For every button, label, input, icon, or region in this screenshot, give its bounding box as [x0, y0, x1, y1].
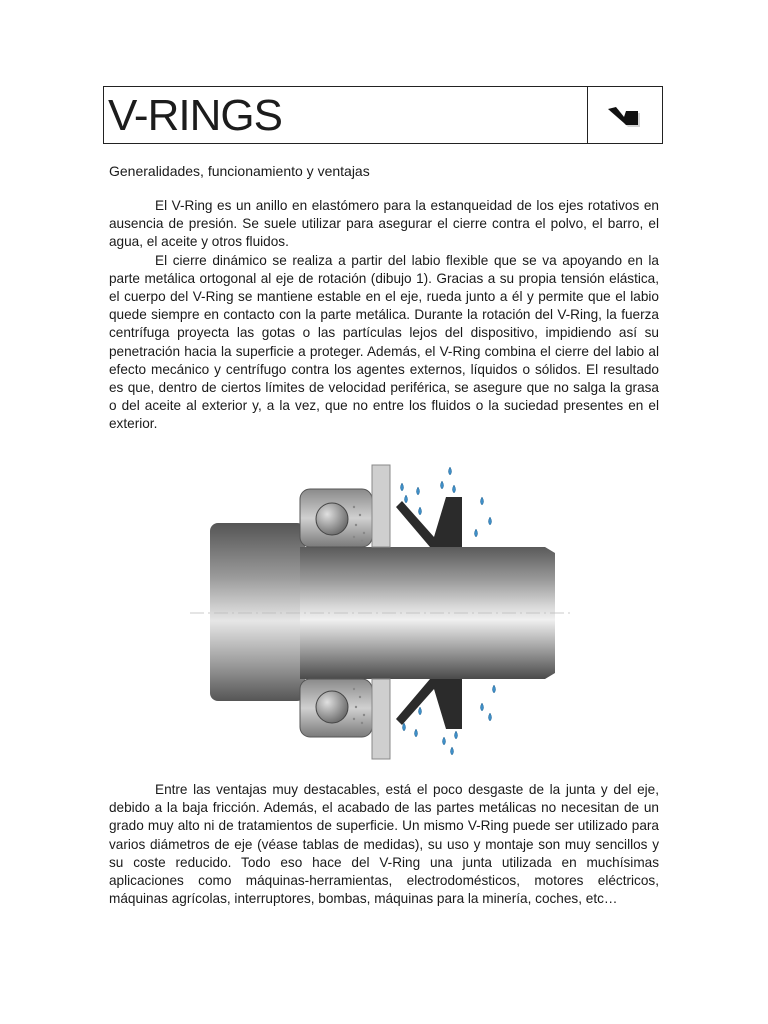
paragraph-3: Entre las ventajas muy destacables, está el poco desgaste de la junta y del eje, debido a la baja fricción. Además, el acabado de las partes metálicas no necesitan de un grado muy alto ni de tratamientos de superficie. Un mismo V-Ring puede ser utilizado para varios diámetros de eje (véase tablas de medidas), su uso y montaje son muy sencillos y su coste reducido. Todo eso hace del V-Ring una junta utilizada en muchísimas aplicaciones como máquinas-herramientas, electrodomésticos, motores eléctricos, máquinas agrícolas, interruptores, bombas, máquinas para la minería, coches, etc… [109, 782, 659, 907]
counterface-bottom [372, 679, 390, 759]
header-divider [587, 87, 588, 143]
section-subtitle: Generalidades, funcionamiento y ventajas [109, 163, 370, 179]
v-ring-cross-section-diagram [150, 457, 570, 767]
advantages-text [109, 781, 659, 908]
title-box [103, 86, 663, 144]
intro-text [109, 197, 659, 434]
paragraph-1: El V-Ring es un anillo en elastómero para la estanqueidad de los ejes rotativos en ausencia de presión. Se suele utilizar para asegurar el cierre contra el polvo, el barro, el agua, el aceite y otros fluidos. [109, 198, 659, 250]
paragraph-2: El cierre dinámico se realiza a partir del labio flexible que se va apoyando en la parte metálica ortogonal al eje de rotación (dibujo 1). Gracias a su propia tensión elástica, el cuerpo del V-Ring se mantiene estable en el eje, rueda junto a él y permite que el labio quede siempre en contacto con la parte metálica. Durante la rotación del V-Ring, la fuerza centrífuga proyecta las gotas o las partículas lejos del dispositivo, impidiendo así su penetración hacia la superficie a proteger. Además, el V-Ring combina el cierre del labio al efecto mecánico y centrífugo contra los agentes externos, líquidos o sólidos. El resultado es que, dentro de ciertos límites de velocidad periférica, se asegure que no salga la grasa o del aceite al exterior y, a la vez, que no entre los fluidos o la suciedad presentes en el exterior. [109, 252, 659, 432]
ball-bottom [316, 691, 348, 723]
page-title: V-RINGS [108, 91, 282, 140]
counterface-top [372, 465, 390, 547]
v-ring-top [396, 497, 462, 547]
ball-top [316, 503, 348, 535]
v-ring-bottom [396, 679, 462, 729]
v-ring-profile-icon [604, 101, 650, 131]
housing-shaft [210, 523, 305, 701]
